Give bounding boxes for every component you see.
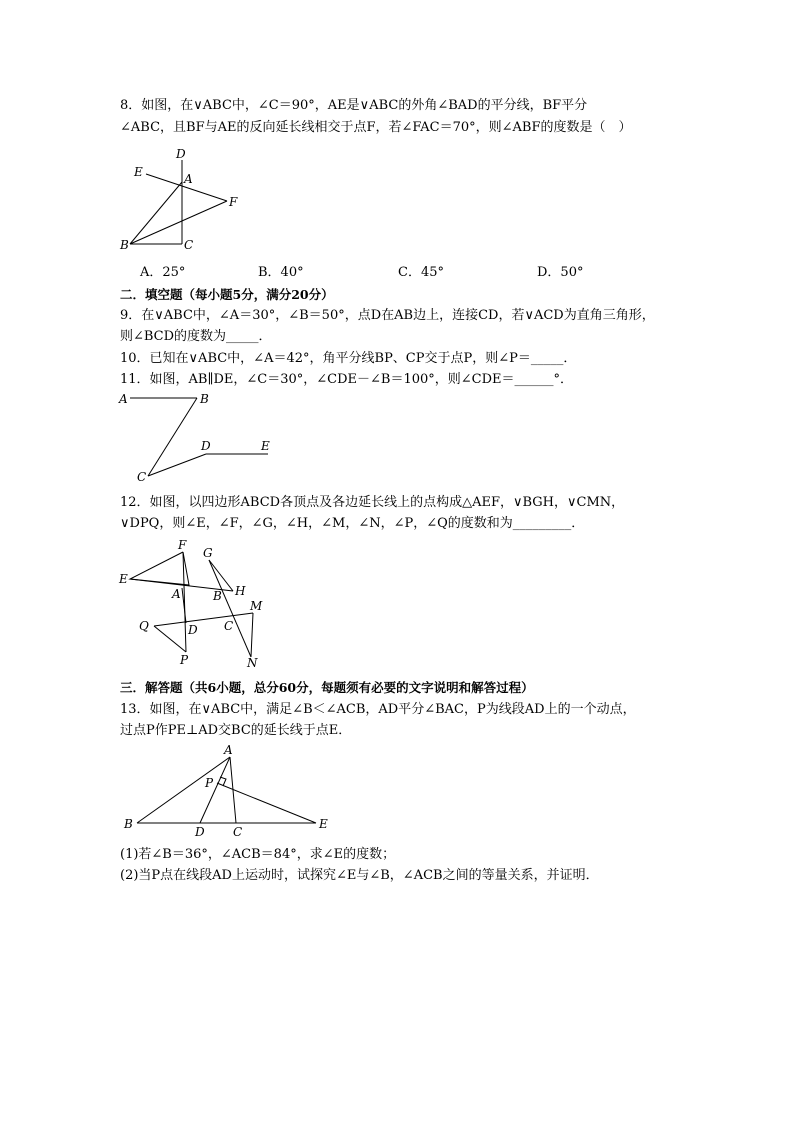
q13-label-B: B <box>124 817 133 831</box>
q12-label-Q: Q <box>139 619 149 633</box>
q13-label-D: D <box>195 825 205 839</box>
q8-option-b: B．40° <box>258 265 304 280</box>
q10-line-1: 10．已知在∨ABC中，∠A＝42°，角平分线BP、CP交于点P，则∠P＝_____． <box>120 351 577 366</box>
q8-label-B: B <box>120 238 129 252</box>
q8-label-F: F <box>229 195 238 209</box>
q12-label-A: A <box>172 587 181 601</box>
q11-label-C: C <box>137 470 147 484</box>
q12-label-C: C <box>224 619 234 633</box>
q8-option-d: D．50° <box>537 265 584 280</box>
section-2-heading: 二．填空题（每小题5分，满分20分） <box>120 287 334 302</box>
q12-line-1: 12．如图，以四边形ABCD各顶点及各边延长线上的点构成△AEF，∨BGH，∨CMN， <box>120 495 625 510</box>
q11-line-1: 11．如图，AB∥DE，∠C＝30°，∠CDE－∠B＝100°，则∠CDE＝______°． <box>120 372 574 387</box>
q12-line-2: ∨DPQ，则∠E，∠F，∠G，∠H，∠M，∠N，∠P，∠Q的度数和为_________． <box>120 516 585 531</box>
q12-label-G: G <box>203 546 213 560</box>
q12-label-D: D <box>188 623 198 637</box>
q12-label-B: B <box>213 589 222 603</box>
q13-segment-BA <box>137 757 230 823</box>
q12-label-P: P <box>180 653 189 667</box>
q13-part-1: (1)若∠B＝36°，∠ACB＝84°，求∠E的度数； <box>120 847 396 862</box>
q13-line-1: 13．如图，在∨ABC中，满足∠B＜∠ACB，AD平分∠BAC，P为线段AD上的一个动点， <box>120 702 636 717</box>
q13-segment-AD <box>200 757 230 823</box>
q8-label-D: D <box>176 147 186 161</box>
q12-label-F: F <box>178 538 187 552</box>
q12-label-M: M <box>250 599 263 613</box>
q11-label-B: B <box>200 392 209 406</box>
q13-label-C: C <box>233 825 243 839</box>
q13-line-2: 过点P作PE⊥AD交BC的延长线于点E． <box>120 723 352 738</box>
q13-label-E: E <box>319 817 328 831</box>
q8-label-A: A <box>184 172 193 186</box>
q12-label-H: H <box>235 584 246 598</box>
q13-part-2: (2)当P点在线段AD上运动时，试探究∠E与∠B，∠ACB之间的等量关系，并证明． <box>120 868 599 883</box>
q13-segment-PE <box>217 783 316 823</box>
q13-label-P: P <box>205 776 214 790</box>
q9-line-2: 则∠BCD的度数为_____． <box>120 329 272 344</box>
q11-label-D: D <box>201 439 211 453</box>
q11-label-A: A <box>119 392 128 406</box>
q8-option-c: C．45° <box>398 265 444 280</box>
q12-label-E: E <box>119 572 128 586</box>
q8-label-E: E <box>134 165 143 179</box>
q9-line-1: 9．在∨ABC中，∠A＝30°，∠B＝50°，点D在AB边上，连接CD，若∨ACD为直角三角形， <box>120 308 655 323</box>
q8-line-2: ∠ABC，且BF与AE的反向延长线相交于点F，若∠FAC＝70°，则∠ABF的度数是（ ） <box>120 120 632 135</box>
q8-label-C: C <box>184 238 194 252</box>
q13-label-A: A <box>224 743 233 757</box>
q12-label-N: N <box>247 656 258 670</box>
q8-option-a: A．25° <box>140 265 186 280</box>
q11-label-E: E <box>261 439 270 453</box>
q8-line-1: 8．如图，在∨ABC中，∠C＝90°，AE是∨ABC的外角∠BAD的平分线，BF平分 <box>120 98 588 113</box>
section-3-heading: 三．解答题（共6小题，总分60分，每题须有必要的文字说明和解答过程） <box>120 680 534 695</box>
